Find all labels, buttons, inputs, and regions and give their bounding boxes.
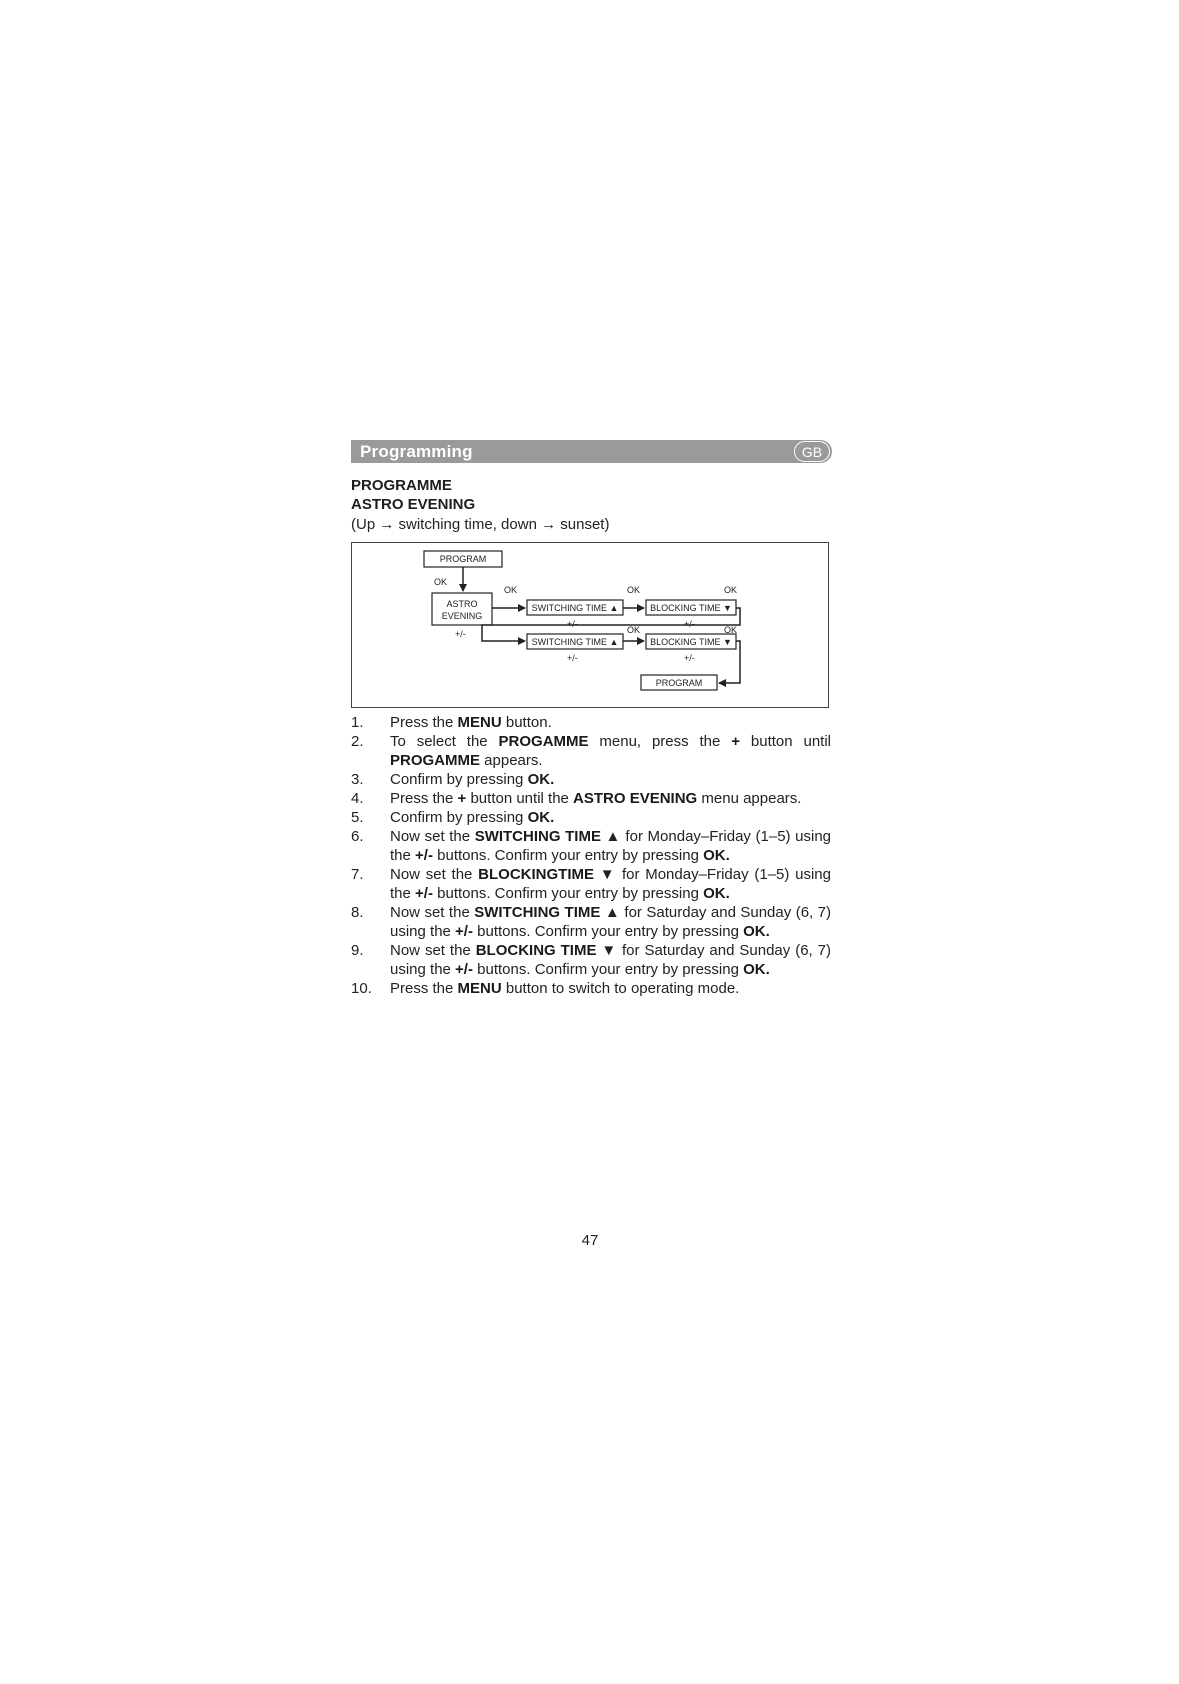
step-text: button until xyxy=(740,733,831,750)
step-text: button until the xyxy=(466,790,574,807)
step-text: appears. xyxy=(480,752,543,769)
step-emphasis: +/- xyxy=(415,885,433,902)
switching-time-label: SWITCHING TIME ▲ xyxy=(531,637,619,647)
language-badge: GB xyxy=(794,441,830,462)
step-number: 3. xyxy=(351,771,364,788)
step-text: Confirm by pressing xyxy=(390,771,528,788)
step-emphasis: OK. xyxy=(703,885,730,902)
section-title: Programming xyxy=(360,442,473,461)
step-number: 9. xyxy=(351,942,364,959)
menu-flow-diagram xyxy=(351,542,829,708)
step-number: 10. xyxy=(351,980,372,997)
step-text: Now set the xyxy=(390,828,475,845)
step-emphasis: OK. xyxy=(743,961,770,978)
step-text: button. xyxy=(501,714,552,731)
step-emphasis: SWITCHING TIME xyxy=(474,828,601,845)
step-text: ▲ for Saturday and Sunday (6, 7) using the xyxy=(390,904,832,940)
heading-programme: PROGRAMME xyxy=(351,477,452,494)
instruction-step xyxy=(351,713,831,732)
step-text: Now set the xyxy=(390,904,475,921)
step-text: ▼ for Monday–Friday (1–5) using the xyxy=(390,866,831,902)
step-number: 1. xyxy=(351,714,364,731)
step-emphasis: MENU xyxy=(457,980,502,997)
step-text: menu, press the xyxy=(588,733,732,750)
program-label-top: PROGRAM xyxy=(439,554,487,564)
instruction-step xyxy=(351,979,831,998)
step-emphasis: OK. xyxy=(527,771,555,788)
plusminus-label: +/- xyxy=(567,619,578,629)
instruction-step xyxy=(351,770,831,789)
step-number: 6. xyxy=(351,828,364,845)
step-number: 7. xyxy=(351,866,364,883)
plusminus-label: +/- xyxy=(684,653,695,663)
step-text: button to switch to operating mode. xyxy=(501,980,740,997)
step-text: Press the xyxy=(390,790,458,807)
program-label-bottom: PROGRAM xyxy=(655,678,703,688)
step-emphasis: PROGAMME xyxy=(498,733,589,750)
instruction-step xyxy=(351,789,831,808)
step-emphasis: MENU xyxy=(457,714,502,731)
instruction-step xyxy=(351,865,831,903)
step-number: 8. xyxy=(351,904,364,921)
blocking-time-label: BLOCKING TIME ▼ xyxy=(650,637,732,647)
step-emphasis: +/- xyxy=(455,923,473,940)
ok-label: OK xyxy=(627,585,641,595)
subtitle-middle: switching time, down xyxy=(398,516,537,533)
step-emphasis: OK. xyxy=(527,809,555,826)
evening-label: EVENING xyxy=(441,611,483,621)
step-text: Now set the xyxy=(390,866,479,883)
instruction-step xyxy=(351,903,831,941)
step-text: Press the xyxy=(390,980,458,997)
step-emphasis: ASTRO EVENING xyxy=(573,790,698,807)
ok-label: OK xyxy=(724,585,738,595)
instruction-list xyxy=(351,713,831,998)
plusminus-label: +/- xyxy=(455,629,466,639)
step-emphasis: OK. xyxy=(743,923,770,940)
step-text: buttons. Confirm your entry by pressing xyxy=(432,885,704,902)
step-emphasis: + xyxy=(731,733,741,750)
subtitle xyxy=(351,516,609,533)
step-text: Now set the xyxy=(390,942,476,959)
step-text: To select the xyxy=(390,733,499,750)
step-text: Confirm by pressing xyxy=(390,809,528,826)
ok-label: OK xyxy=(434,577,448,587)
astro-label: ASTRO xyxy=(446,599,478,609)
step-number: 2. xyxy=(351,733,364,750)
step-number: 4. xyxy=(351,790,364,807)
arrow-right-icon: → xyxy=(379,516,395,533)
plusminus-label: +/- xyxy=(684,619,695,629)
instruction-step xyxy=(351,808,831,827)
step-text: buttons. Confirm your entry by pressing xyxy=(432,847,704,864)
step-text: menu appears. xyxy=(697,790,802,807)
blocking-time-label: BLOCKING TIME ▼ xyxy=(650,603,732,613)
instruction-step xyxy=(351,941,831,979)
step-emphasis: +/- xyxy=(415,847,433,864)
step-text: buttons. Confirm your entry by pressing xyxy=(472,961,744,978)
subtitle-suffix: sunset) xyxy=(560,516,610,533)
page-number: 47 xyxy=(581,1232,599,1249)
instruction-step xyxy=(351,732,831,770)
step-text: ▼ for Saturday and Sunday (6, 7) using the xyxy=(390,942,831,978)
ok-label: OK xyxy=(627,625,641,635)
step-number: 5. xyxy=(351,809,364,826)
step-emphasis: PROGAMME xyxy=(390,752,480,769)
step-emphasis: SWITCHING TIME xyxy=(474,904,601,921)
step-text: buttons. Confirm your entry by pressing xyxy=(472,923,744,940)
plusminus-label: +/- xyxy=(567,653,578,663)
step-emphasis: OK. xyxy=(703,847,730,864)
instruction-step xyxy=(351,827,831,865)
ok-label: OK xyxy=(724,625,738,635)
step-emphasis: BLOCKING TIME xyxy=(475,942,597,959)
step-text: ▲ for Monday–Friday (1–5) using the xyxy=(390,828,832,864)
subtitle-prefix: (Up xyxy=(351,516,376,533)
step-text: Press the xyxy=(390,714,458,731)
heading-astro-evening: ASTRO EVENING xyxy=(351,496,476,513)
step-emphasis: +/- xyxy=(455,961,473,978)
step-emphasis: + xyxy=(457,790,467,807)
arrow-right-icon: → xyxy=(541,516,557,533)
menu-flow-svg xyxy=(352,543,830,709)
switching-time-label: SWITCHING TIME ▲ xyxy=(531,603,619,613)
step-emphasis: BLOCKINGTIME xyxy=(478,866,594,883)
ok-label: OK xyxy=(504,585,518,595)
